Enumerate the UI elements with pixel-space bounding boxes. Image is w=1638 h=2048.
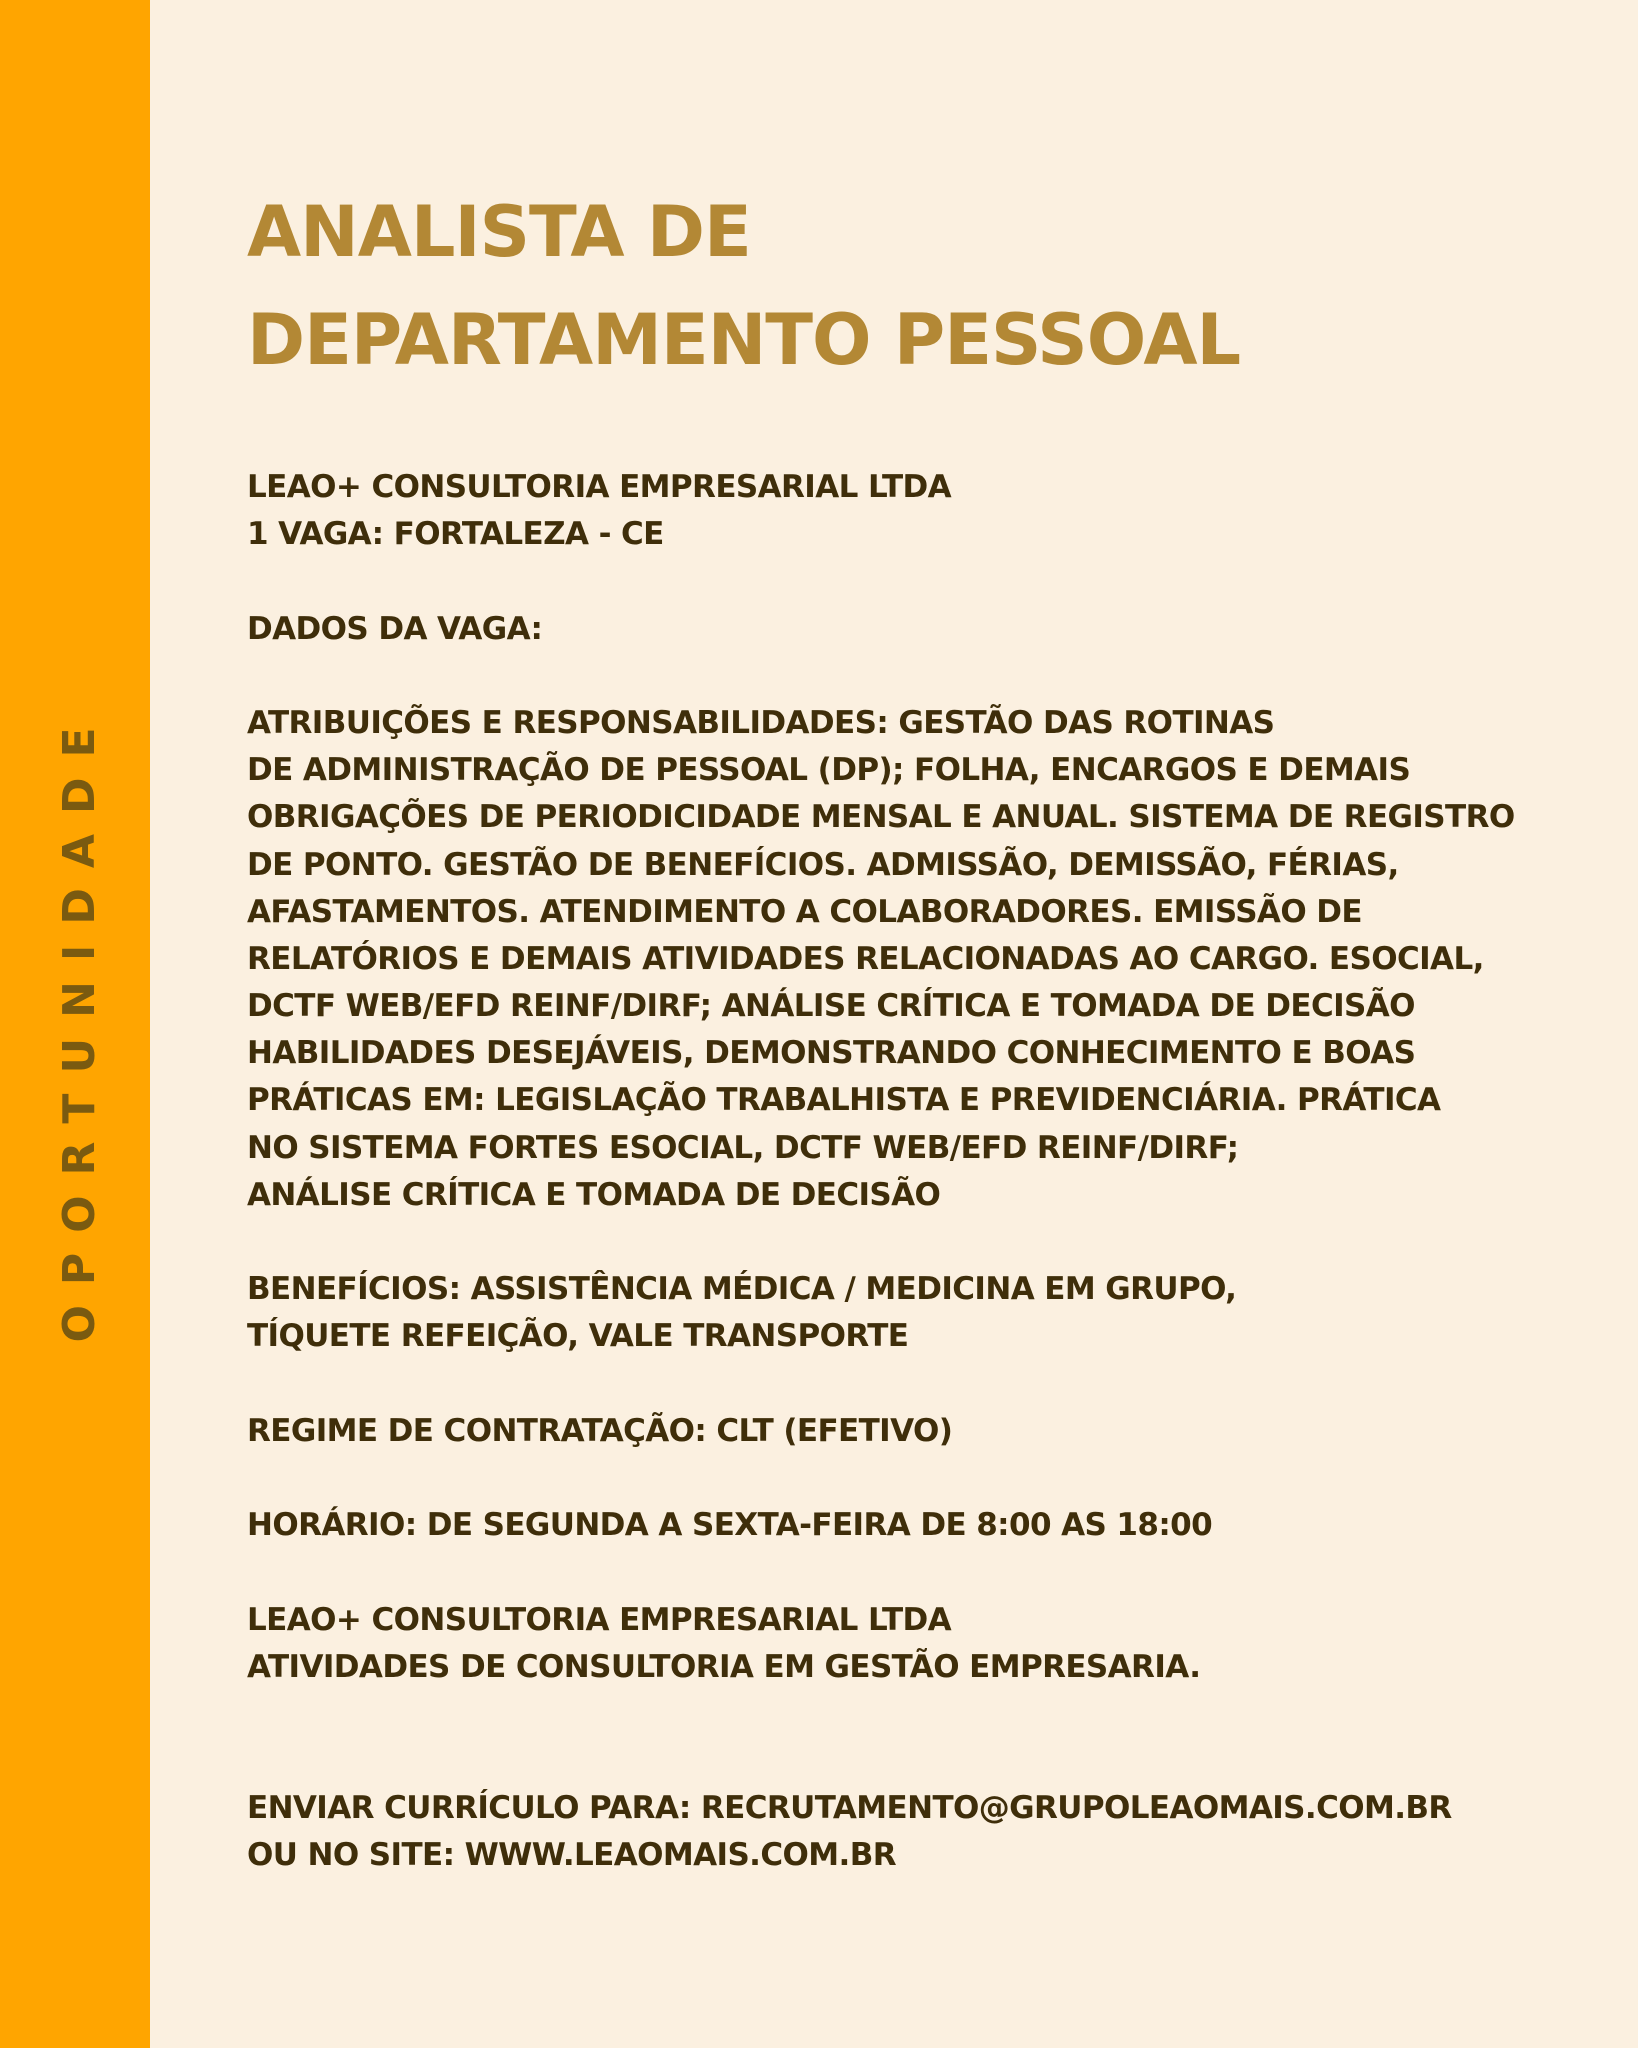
apply-email: ENVIAR CURRÍCULO PARA: RECRUTAMENTO@GRUPOLEAOMAIS.COM.BR [247,1790,1452,1827]
responsibilities-line: NO SISTEMA FORTES ESOCIAL, DCTF WEB/EFD REINF/DIRF; [247,1129,1239,1166]
posting-body [247,464,1515,1880]
benefits-section [247,1266,1515,1360]
title-line-1: ANALISTA DE [247,191,751,273]
apply-site: OU NO SITE: WWW.LEAOMAIS.COM.BR [247,1837,896,1874]
responsibilities-line: PRÁTICAS EM: LEGISLAÇÃO TRABALHISTA E PREVIDENCIÁRIA. PRÁTICA [247,1082,1441,1119]
responsibilities-line: DE PONTO. GESTÃO DE BENEFÍCIOS. ADMISSÃO, DEMISSÃO, FÉRIAS, [247,846,1399,883]
responsibilities-line: OBRIGAÇÕES DE PERIODICIDADE MENSAL E ANUAL. SISTEMA DE REGISTRO [247,799,1515,836]
responsibilities-line: DE ADMINISTRAÇÃO DE PESSOAL (DP); FOLHA, ENCARGOS E DEMAIS [247,752,1411,789]
benefits-line: TÍQUETE REFEIÇÃO, VALE TRANSPORTE [247,1318,909,1355]
responsibilities-line: DCTF WEB/EFD REINF/DIRF; ANÁLISE CRÍTICA E TOMADA DE DECISÃO [247,988,1415,1025]
responsibilities-line: ATRIBUIÇÕES E RESPONSABILIDADES: GESTÃO DAS ROTINAS [247,704,1275,741]
contract-regime: REGIME DE CONTRATAÇÃO: CLT (EFETIVO) [247,1412,953,1449]
sidebar-label: OPORTUNIDADE [54,707,105,1343]
title-line-2: DEPARTAMENTO PESSOAL [247,299,1241,381]
company-name: LEAO+ CONSULTORIA EMPRESARIAL LTDA [247,469,952,505]
responsibilities-line: HABILIDADES DESEJÁVEIS, DEMONSTRANDO CONHECIMENTO E BOAS [247,1035,1416,1072]
work-schedule: HORÁRIO: DE SEGUNDA A SEXTA-FEIRA DE 8:00 AS 18:00 [247,1507,1213,1544]
responsibilities-section [247,700,1515,1219]
responsibilities-line: RELATÓRIOS E DEMAIS ATIVIDADES RELACIONADAS AO CARGO. ESOCIAL, [247,940,1484,977]
responsibilities-line: ANÁLISE CRÍTICA E TOMADA DE DECISÃO [247,1176,941,1213]
benefits-line: BENEFÍCIOS: ASSISTÊNCIA MÉDICA / MEDICINA EM GRUPO, [247,1271,1237,1308]
footer-company-name: LEAO+ CONSULTORIA EMPRESARIAL LTDA [247,1601,952,1638]
responsibilities-line: AFASTAMENTOS. ATENDIMENTO A COLABORADORES. EMISSÃO DE [247,893,1362,930]
sidebar-stripe [0,0,150,2048]
page-title [247,178,1240,394]
job-data-heading: DADOS DA VAGA: [247,610,543,647]
footer-company-activity: ATIVIDADES DE CONSULTORIA EM GESTÃO EMPRESARIA. [247,1648,1201,1685]
vacancy-location: 1 VAGA: FORTALEZA - CE [247,516,664,553]
